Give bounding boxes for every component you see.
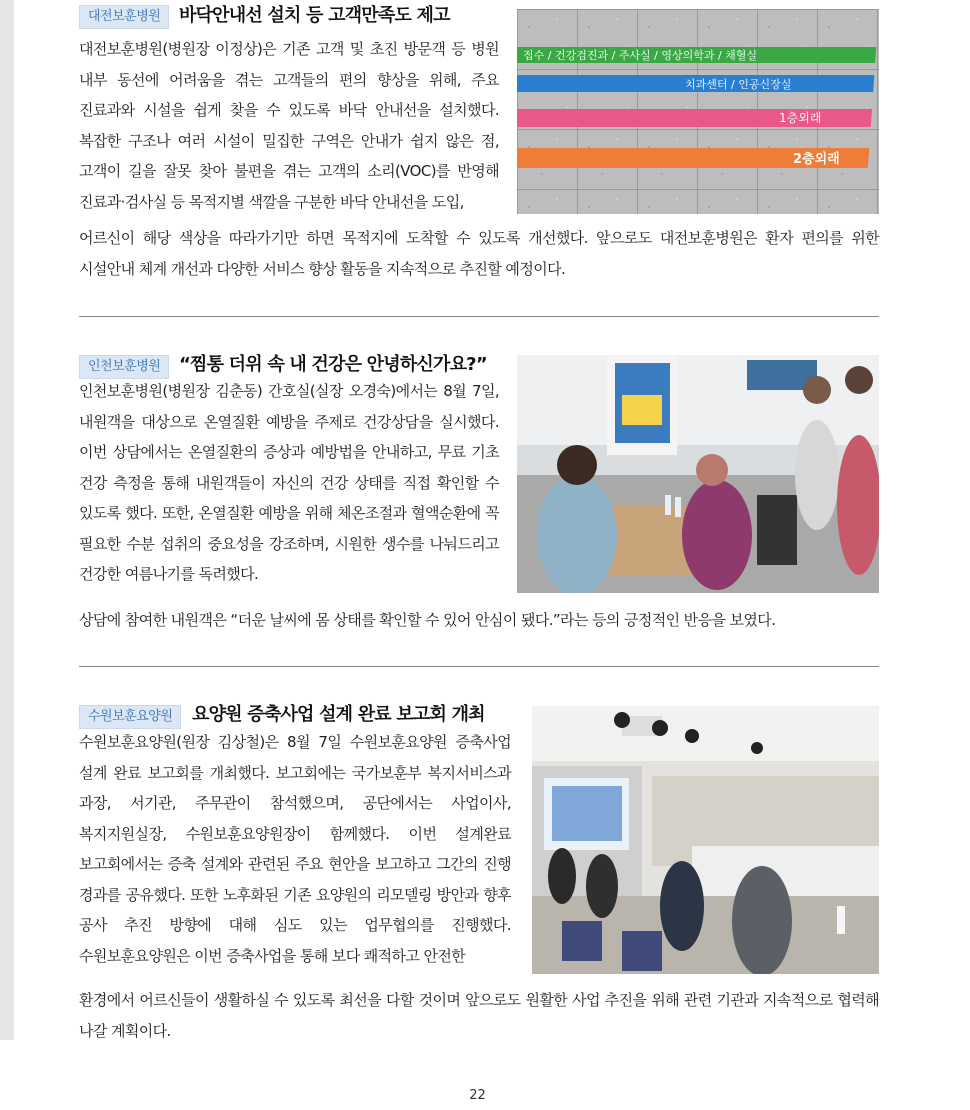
article-body-full: 상담에 참여한 내원객은 “더운 날씨에 몸 상태를 확인할 수 있어 안심이 됐다.”라는 등의 긍정적인 반응을 보였다. [79,611,776,629]
article-tag: 대전보훈병원 [79,5,169,29]
floor-line-blue: 치과센터 / 인공신장실 [685,78,792,91]
article-title: 바닥안내선 설치 등 고객만족도 제고 [179,5,450,26]
article-body-full: 어르신이 해당 색상을 따라가기만 하면 목적지에 도착할 수 있도록 개선했다. 앞으로도 대전보훈병원은 환자 편의를 위한 시설안내 체계 개선과 다양한 서비스 향상 활동을 지속적으로 추진할 예정이다. [79,229,879,278]
article-incheon [79,350,879,640]
article-body-wrapped: 인천보훈병원(병원장 김춘동) 간호실(실장 오경숙)에서는 8월 7일, 내원객을 대상으로 온열질환 예방을 주제로 건강상담을 실시했다. 이번 상담에서는 온열질환의 증상과 예방법을 안내하고, 무료 기초 건강 측정을 통해 내원객들이 자신의 건강 상태를 직접 확인할 수 있도록 했다. 또한, 온열질환 예방을 위해 체온조절과 혈액순환에 꼭 필요한 수분 섭취의 중요성을 강조하며, 시원한 생수를 나눠드리고 건강한 여름나기를 독려했다. [79,382,499,583]
health-counseling-photo [517,355,879,593]
floor-line-green: 접수 / 건강검진과 / 주사실 / 영상의학과 / 채혈실 [523,49,758,62]
design-report-meeting-photo [532,706,879,974]
floor-line-pink: 1층외래 [779,111,822,125]
margin-bar [0,0,14,1040]
article-daejeon [79,0,879,300]
page-number: 22 [469,1088,486,1103]
section-divider [79,666,879,667]
article-tag: 인천보훈병원 [79,355,169,379]
article-body-wrapped: 수원보훈요양원(원장 김상철)은 8월 7일 수원보훈요양원 증축사업 설계 완료 보고회를 개최했다. 보고회에는 국가보훈부 복지서비스과 과장, 서기관, 주무관이 참석했으며, 공단에서는 사업이사, 복지지원실장, 수원보훈요양원장이 함께했다. 이번 설계완료 보고회에서는 증축 설계와 관련된 주요 현안을 보고하고 그간의 진행 경과를 공유했다. 또한 노후화된 기존 요양원의 리모델링 방안과 향후 공사 추진 방향에 대해 심도 있는 업무협의를 진행했다. 수원보훈요양원은 이번 증축사업을 통해 보다 쾌적하고 안전한 [79,733,511,965]
floor-guide-lines-photo [517,9,879,214]
article-tag: 수원보훈요양원 [79,705,181,729]
article-body-full: 환경에서 어르신들이 생활하실 수 있도록 최선을 다할 것이며 앞으로도 원활한 사업 추진을 위해 관련 기관과 지속적으로 협력해 나갈 계획이다. [79,991,879,1040]
floor-line-orange: 2층외래 [793,152,840,167]
article-body-wrapped: 대전보훈병원(병원장 이정상)은 기존 고객 및 초진 방문객 등 병원 내부 동선에 어려움을 겪는 고객들의 편의 향상을 위해, 주요 진료과와 시설을 쉽게 찾을 수 있도록 바닥 안내선을 설치했다. 복잡한 구조나 여러 시설이 밀집한 구역은 안내가 쉽지 않은 점, 고객이 길을 잘못 찾아 불편을 겪는 고객의 소리(VOC)를 반영해 진료과·검사실 등 목적지별 색깔을 구분한 바닥 안내선을 도입, [79,40,499,211]
section-divider [79,316,879,317]
article-title: 요양원 증축사업 설계 완료 보고회 개최 [192,704,485,725]
article-suwon [79,700,879,1050]
article-title: “찜통 더위 속 내 건강은 안녕하신가요?” [179,354,487,375]
